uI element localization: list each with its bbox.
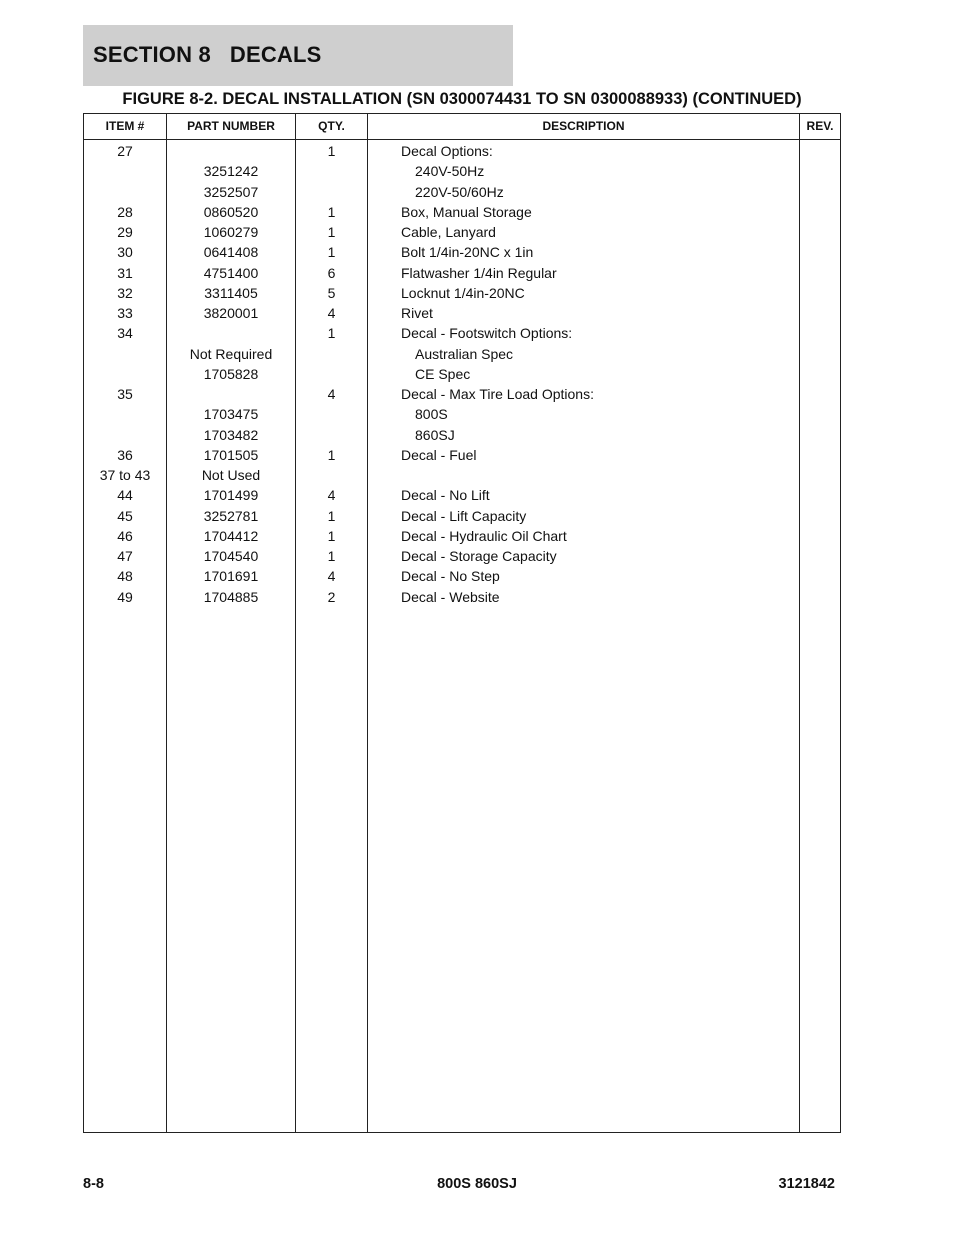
- part-number-cell: Not Used: [201, 467, 261, 483]
- table-row: [84, 485, 840, 505]
- part-number-cell: 0860520: [203, 203, 259, 220]
- description-cell: 860SJ: [415, 426, 455, 443]
- table-row: [84, 303, 840, 323]
- quantity-cell: 5: [327, 284, 336, 301]
- quantity-cell: 1: [327, 548, 336, 564]
- quantity-cell: 1: [327, 244, 336, 261]
- table-row: [84, 242, 840, 262]
- part-number-cell: 1705828: [203, 365, 259, 382]
- table-row: [84, 587, 840, 607]
- table-row: [84, 566, 840, 586]
- part-number-cell: 0641408: [203, 244, 259, 261]
- page-number: 8-8: [83, 1176, 104, 1192]
- description-cell: Decal - No Step: [401, 568, 500, 585]
- item-number-cell: 34: [117, 325, 133, 342]
- description-cell: Cable, Lanyard: [401, 224, 496, 240]
- item-number-cell: 49: [117, 588, 133, 605]
- description-cell: Decal - Website: [401, 588, 500, 605]
- table-row: [84, 222, 840, 242]
- description-cell: Locknut 1/4in-20NC: [401, 284, 525, 301]
- section-title: SECTION 8 DECALS: [93, 42, 322, 67]
- item-number-cell: 36: [117, 446, 133, 463]
- model-name: 800S 860SJ: [437, 1176, 517, 1192]
- description-cell: Decal - Fuel: [401, 446, 477, 463]
- table-row: [84, 546, 840, 566]
- description-cell: 800S: [415, 406, 448, 423]
- description-cell: Decal - No Lift: [401, 487, 490, 504]
- description-cell: Decal - Hydraulic Oil Chart: [401, 527, 567, 544]
- quantity-cell: 1: [327, 224, 336, 240]
- part-number-cell: 1704885: [203, 588, 259, 605]
- table-row: [84, 506, 840, 526]
- part-number-cell: 1701499: [203, 487, 259, 504]
- item-number-cell: 48: [117, 568, 133, 585]
- header-part-number: PART NUMBER: [187, 119, 275, 133]
- table-row: [84, 182, 840, 202]
- document-number: 3121842: [778, 1176, 835, 1192]
- item-number-cell: 28: [117, 203, 133, 220]
- part-number-cell: 1060279: [203, 224, 259, 240]
- quantity-cell: 1: [327, 325, 336, 342]
- figure-title: FIGURE 8-2. DECAL INSTALLATION (SN 0300074431 TO SN 0300088933) (CONTINUED): [122, 90, 802, 108]
- table-row: [84, 202, 840, 222]
- quantity-cell: 1: [327, 446, 336, 463]
- description-cell: Decal - Storage Capacity: [401, 548, 557, 564]
- part-number-cell: 1703482: [203, 426, 259, 443]
- table-row: [84, 141, 840, 161]
- table-row: [84, 344, 840, 364]
- header-description: DESCRIPTION: [542, 119, 625, 133]
- part-number-cell: Not Required: [189, 345, 273, 362]
- description-cell: Decal - Max Tire Load Options:: [401, 386, 594, 402]
- description-cell: Rivet: [401, 305, 433, 321]
- part-number-cell: 3820001: [203, 305, 259, 321]
- header-qty: QTY.: [318, 119, 345, 133]
- part-number-cell: 1704412: [203, 527, 259, 544]
- table-row: [84, 425, 840, 445]
- item-number-cell: 33: [117, 305, 133, 321]
- description-cell: Bolt 1/4in-20NC x 1in: [401, 244, 534, 261]
- table-row: [84, 263, 840, 283]
- item-number-cell: 45: [117, 507, 133, 524]
- part-number-cell: 1704540: [203, 548, 259, 564]
- table-row: [84, 445, 840, 465]
- table-row: [84, 283, 840, 303]
- description-cell: CE Spec: [415, 365, 471, 382]
- part-number-cell: 3252781: [203, 507, 259, 524]
- parts-table: [83, 113, 841, 1133]
- description-cell: Box, Manual Storage: [401, 203, 532, 220]
- item-number-cell: 29: [117, 224, 133, 240]
- item-number-cell: 32: [117, 284, 133, 301]
- item-number-cell: 47: [117, 548, 133, 564]
- part-number-cell: 1703475: [203, 406, 259, 423]
- table-row: [84, 323, 840, 343]
- item-number-cell: 37 to 43: [99, 467, 151, 483]
- table-row: [84, 404, 840, 424]
- description-cell: Decal - Footswitch Options:: [401, 325, 573, 342]
- quantity-cell: 4: [327, 568, 336, 585]
- table-row: [84, 161, 840, 181]
- header-item: ITEM #: [105, 119, 145, 133]
- quantity-cell: 1: [327, 143, 336, 159]
- table-row: [84, 526, 840, 546]
- part-number-cell: 1701691: [203, 568, 259, 585]
- item-number-cell: 31: [117, 264, 133, 281]
- part-number-cell: 3311405: [204, 284, 258, 301]
- description-cell: 240V-50Hz: [415, 163, 485, 180]
- table-body: [84, 141, 840, 607]
- quantity-cell: 4: [327, 386, 336, 402]
- quantity-cell: 1: [327, 507, 336, 524]
- item-number-cell: 44: [117, 487, 133, 504]
- quantity-cell: 4: [327, 305, 336, 321]
- quantity-cell: 4: [327, 487, 336, 504]
- part-number-cell: 3251242: [203, 163, 259, 180]
- quantity-cell: 1: [327, 203, 336, 220]
- item-number-cell: 35: [117, 386, 133, 402]
- quantity-cell: 2: [327, 588, 336, 605]
- table-row: [84, 465, 840, 485]
- quantity-cell: 6: [327, 264, 336, 281]
- part-number-cell: 3252507: [203, 183, 259, 200]
- table-row: [84, 384, 840, 404]
- description-cell: Decal Options:: [401, 143, 493, 159]
- item-number-cell: 30: [117, 244, 133, 261]
- quantity-cell: 1: [327, 527, 336, 544]
- table-row: [84, 364, 840, 384]
- part-number-cell: 1701505: [203, 446, 259, 463]
- item-number-cell: 46: [117, 527, 133, 544]
- description-cell: 220V-50/60Hz: [415, 183, 504, 200]
- header-rev: REV.: [806, 119, 834, 133]
- description-cell: Flatwasher 1/4in Regular: [401, 264, 557, 281]
- table-header-row: [84, 114, 840, 140]
- part-number-cell: 4751400: [203, 264, 259, 281]
- description-cell: Australian Spec: [415, 345, 514, 362]
- item-number-cell: 27: [117, 143, 133, 159]
- description-cell: Decal - Lift Capacity: [401, 507, 527, 524]
